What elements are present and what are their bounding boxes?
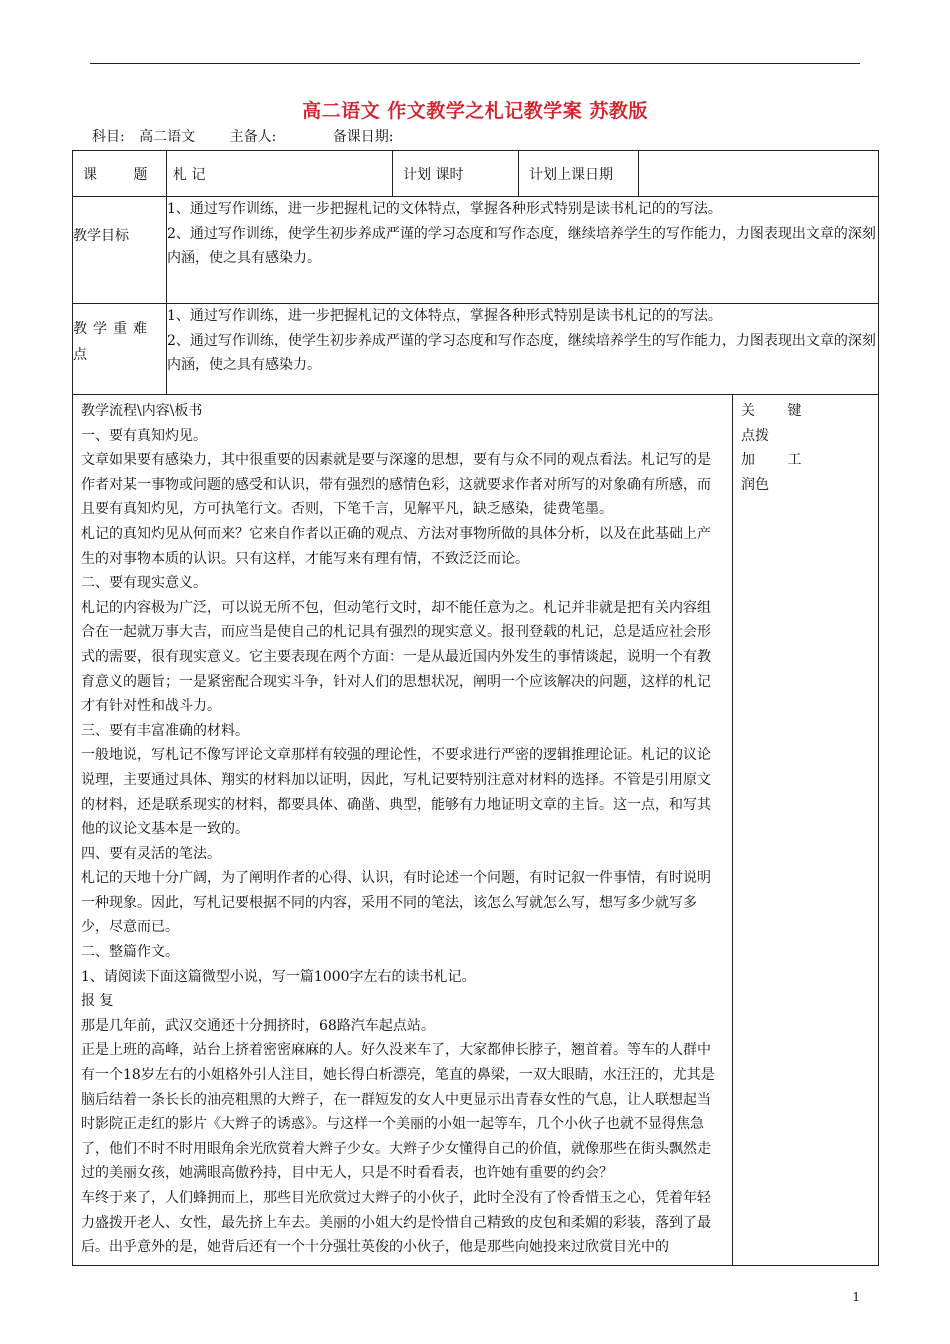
- flow-heading: 教学流程\内容\板书: [81, 403, 203, 419]
- content-paragraph: 二、整篇作文。: [81, 944, 179, 961]
- prep-date-label: 备课日期:: [332, 129, 394, 145]
- content-paragraph: 文章如果要有感染力，其中很重要的因素就是要与深邃的思想，要有与众不同的观点看法。札记写的是作者对某一事物或问题的感受和认识，带有强烈的感情色彩，这就要求作者对所写的对象确有所感，而且要有真知灼见，方可执笔行文。否则，下笔千言，见解平凡，缺乏感染，徒费笔墨。: [81, 452, 711, 518]
- story-title: 报 复: [81, 993, 114, 1010]
- planned-hours-label: 计划 课时: [393, 151, 519, 197]
- content-paragraph: 札记的天地十分广阔，为了阐明作者的心得、认识，有时论述一个问题，有时记叙一件事情，有时说明一种现象。因此，写札记要根据不同的内容，采用不同的笔法，该怎么写就怎么写，想写多少就写多少，尽意而已。: [81, 870, 711, 936]
- goal-item: 2、通过写作训练，使学生初步养成严谨的学习态度和写作态度，继续培养学生的写作能力，力图表现出文章的深刻内涵，使之具有感染力。: [167, 225, 876, 267]
- topic-label: 课 题: [73, 151, 167, 197]
- topic-value: 札 记: [167, 151, 393, 197]
- side-note-line: 加 工: [741, 452, 816, 469]
- focus-item: 1、通过写作训练，进一步把握札记的文体特点，掌握各种形式特别是读书札记的的写法。: [167, 308, 722, 324]
- lesson-content-cell: [73, 395, 733, 1266]
- focus-item: 2、通过写作训练，使学生初步养成严谨的学习态度和写作态度，继续培养学生的写作能力，力图表现出文章的深刻内涵，使之具有感染力。: [167, 332, 876, 374]
- header-rule: [90, 63, 860, 64]
- side-note-line: 点拨: [741, 427, 769, 444]
- author-label: 主备人:: [229, 129, 277, 145]
- content-paragraph: 正是上班的高峰，站台上挤着密密麻麻的人。好久没来车了，大家都伸长脖子，翘首着。等车的人群中有一个18岁左右的小姐格外引人注目，她长得白析漂亮，笔直的鼻梁，一双大眼睛，水汪汪的，尤其是脑后结着一条长长的油亮粗黑的大辫子，在一群短发的女人中更显示出青春女性的气息，让人联想起当时影院正走红的影片《大辫子的诱惑》。与这样一个美丽的小姐一起等车，几个小伙子也就不显得焦急了，他们不时不时用眼角余光欣赏着大辫子少女。大辫子少女懂得自己的价值，就像那些在街头飘然走过的美丽女孩，她满眼高傲矜持，目中无人，只是不时看看表，也许她有重要的约会？: [81, 1042, 715, 1182]
- subject-value: 高二语文: [139, 129, 196, 145]
- content-row: [73, 395, 879, 1266]
- document-title: 高二语文 作文教学之札记教学案 苏教版: [302, 100, 648, 122]
- lesson-plan-table: [72, 150, 879, 1266]
- content-paragraph: 三、要有丰富准确的材料。: [81, 722, 249, 739]
- content-paragraph: 一、要有真知灼见。: [81, 427, 207, 444]
- goals-label: 教学目标: [73, 197, 167, 304]
- page-number: 1: [852, 1290, 860, 1304]
- content-paragraph: 一般地说，写札记不像写评论文章那样有较强的理论性，不要求进行严密的逻辑推理论证。札记的议论说理，主要通过具体、翔实的材料加以证明，因此，写札记要特别注意对材料的选择。不管是引用原文的材料，还是联系现实的材料，都要具体、确凿、典型，能够有力地证明文章的主旨。这一点，和写其他的议论文基本是一致的。: [81, 747, 711, 838]
- content-paragraph: 四、要有灵活的笔法。: [81, 845, 221, 862]
- content-paragraph: 1、请阅读下面这篇微型小说，写一篇1000字左右的读书札记。: [81, 968, 476, 985]
- focus-label: 教学重难点: [73, 304, 167, 395]
- content-paragraph: 札记的真知灼见从何而来？它来自作者以正确的观点、方法对事物所做的具体分析，以及在此基础上产生的对事物本质的认识。只有这样，才能写来有理有情，不致泛泛而论。: [81, 525, 711, 567]
- focus-row: [73, 304, 879, 395]
- content-paragraph: 札记的内容极为广泛，可以说无所不包，但动笔行文时，却不能任意为之。札记并非就是把有关内容组合在一起就万事大吉，而应当是使自己的札记具有强烈的现实意义。报刊登载的札记，总是适应社会形式的需要，很有现实意义。它主要表现在两个方面：一是从最近国内外发生的事情谈起，说明一个有教育意义的题旨；一是紧密配合现实斗争，针对人们的思想状况，阐明一个应该解决的问题，这样的札记才有针对性和战斗力。: [81, 599, 711, 715]
- goals-row: [73, 197, 879, 304]
- lesson-content: [73, 395, 732, 1265]
- focus-content: [167, 304, 879, 395]
- subject-label: 科目:: [92, 129, 125, 145]
- goals-content: [167, 197, 879, 304]
- side-note-line: 关 键: [741, 403, 816, 419]
- content-paragraph: 那是几年前，武汉交通还十分拥挤时，68路汽车起点站。: [81, 1017, 435, 1034]
- goal-item: 1、通过写作训练，进一步把握札记的文体特点，掌握各种形式特别是读书札记的的写法。: [167, 201, 722, 217]
- side-note-line: 润色: [741, 476, 769, 493]
- side-note: [733, 395, 878, 497]
- planned-date-value: [639, 151, 879, 197]
- header-row: [73, 151, 879, 197]
- meta-row: [92, 126, 394, 146]
- planned-date-label: 计划上课日期: [519, 151, 639, 197]
- content-paragraph: 二、要有现实意义。: [81, 575, 207, 592]
- content-paragraph: 车终于来了，人们蜂拥而上，那些目光欣赏过大辫子的小伙子，此时全没有了怜香惜玉之心，凭着年轻力盛拨开老人、女性，最先挤上车去。美丽的小姐大约是怜惜自己精致的皮包和柔媚的彩装，落到了最后。出乎意外的是，她背后还有一个十分强壮英俊的小伙子，他是那些向她投来过欣赏目光中的: [81, 1190, 711, 1256]
- side-note-cell: [733, 395, 879, 1266]
